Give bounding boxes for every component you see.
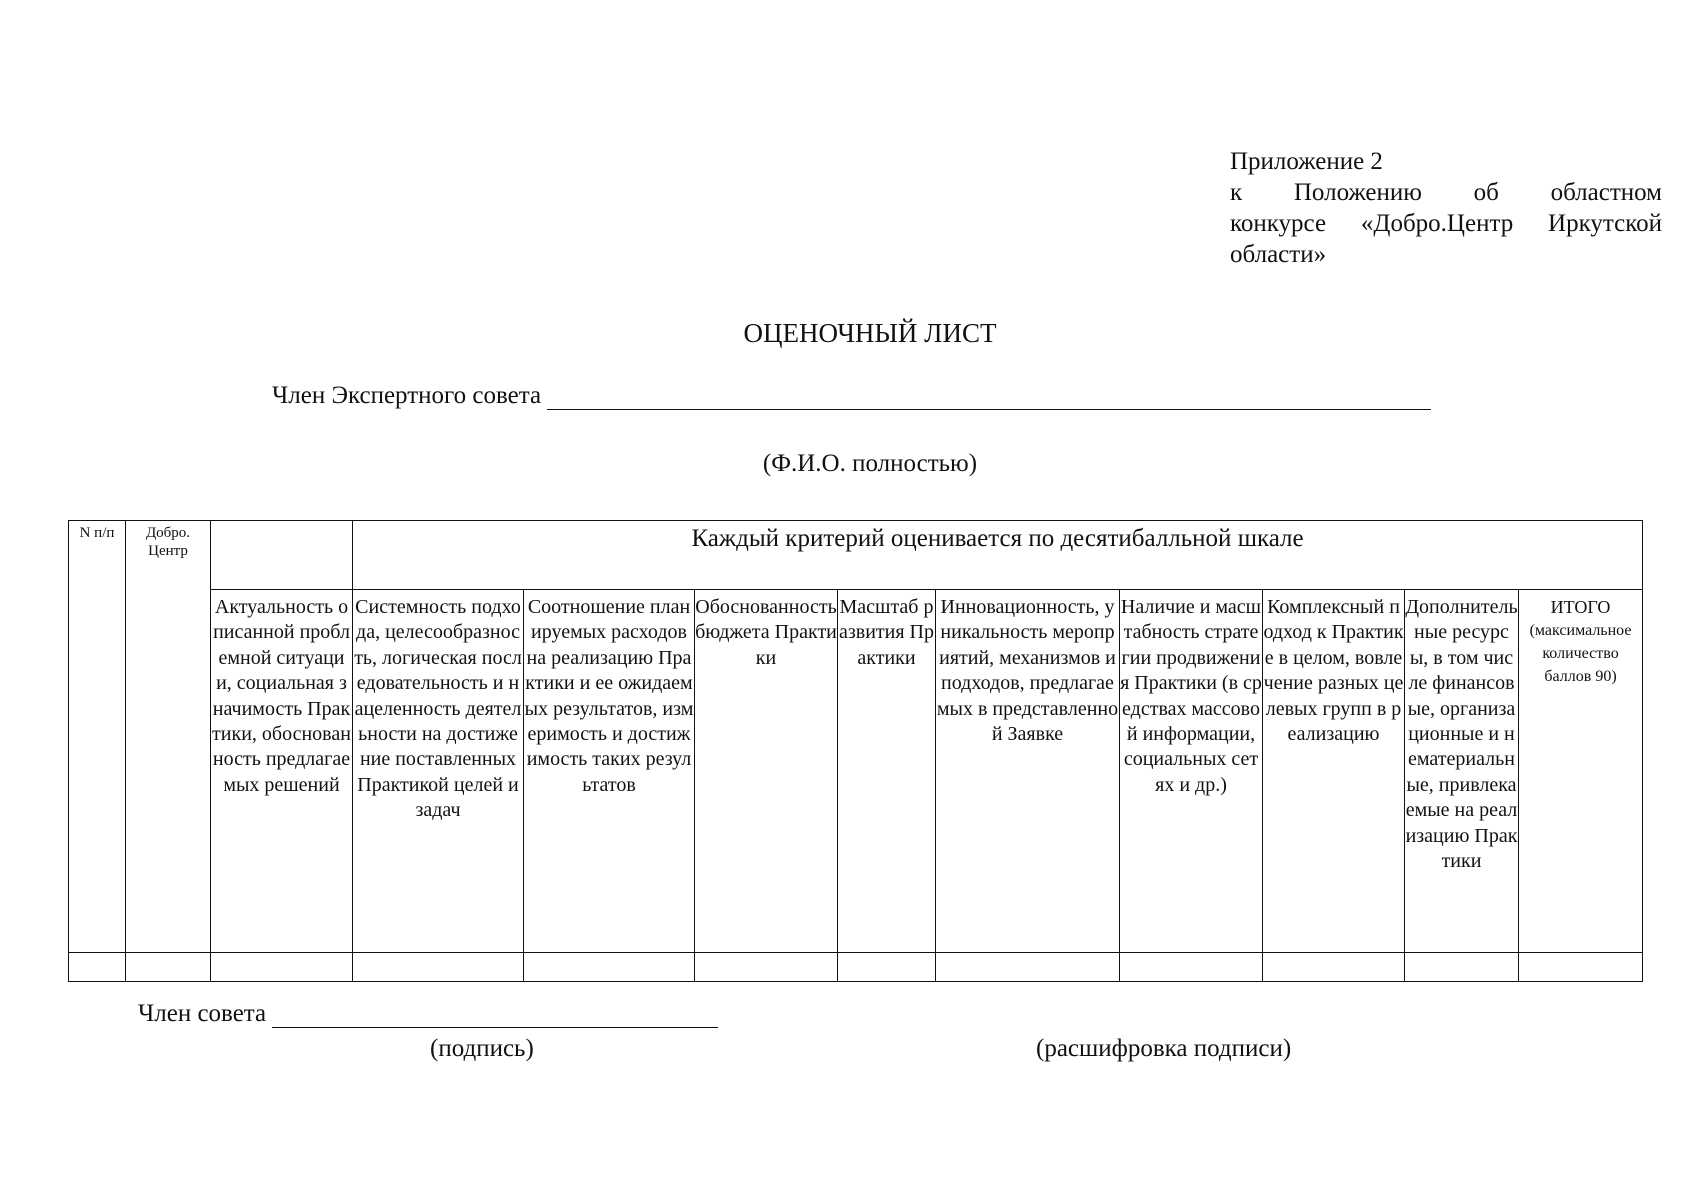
appendix-line-2: к Положению об областном (1230, 179, 1662, 206)
score-cell[interactable] (1519, 953, 1643, 982)
signature-line (138, 1000, 718, 1028)
score-cell[interactable] (211, 953, 353, 982)
appendix-line-3: конкурсе «Добро.Центр Иркутской (1230, 210, 1662, 237)
score-cell[interactable] (353, 953, 524, 982)
signature-decode-hint: (расшифровка подписи) (1036, 1035, 1292, 1062)
column-header-center: Добро. Центр (126, 521, 211, 953)
score-cell[interactable] (524, 953, 695, 982)
fio-hint: (Ф.И.О. полностью) (762, 450, 978, 477)
page-title: ОЦЕНОЧНЫЙ ЛИСТ (743, 318, 997, 348)
criterion-header: Дополнительные ресурсы, в том числе финансовые, организационные и нематериальные, привлекаемые на реализацию Практики (1405, 590, 1519, 953)
score-cell[interactable] (936, 953, 1120, 982)
score-cell[interactable] (1405, 953, 1519, 982)
criterion-header: Соотношение планируемых расходов на реализацию Практики и ее ожидаемых результатов, измеримость и достижимость таких результатов (524, 590, 695, 953)
expert-name-blank (547, 383, 1431, 410)
appendix-line-4: области» (1230, 241, 1327, 268)
appendix-note (1230, 146, 1662, 270)
score-cell[interactable] (1263, 953, 1405, 982)
criterion-header: Масштаб развития Практики (838, 590, 936, 953)
scale-banner: Каждый критерий оценивается по десятибалльной шкале (353, 521, 1643, 590)
total-sublabel: (максимальное количество баллов 90) (1529, 622, 1632, 685)
header-empty-cell (211, 521, 353, 590)
evaluation-table (68, 520, 1643, 982)
criterion-header: Инновационность, уникальность мероприятий, механизмов и подходов, предлагаемых в представленной Заявке (936, 590, 1120, 953)
score-cell[interactable] (695, 953, 838, 982)
signature-hint: (подпись) (430, 1035, 534, 1062)
signature-label: Член совета (138, 1000, 267, 1027)
total-header (1519, 590, 1643, 953)
score-cell[interactable] (1120, 953, 1263, 982)
appendix-line-1: Приложение 2 (1230, 148, 1383, 175)
score-cell[interactable] (69, 953, 126, 982)
total-label: ИТОГО (1550, 597, 1611, 617)
criterion-header: Системность подхода, целесообразность, логическая последовательность и нацеленность деятельности на достижение поставленных Практикой целей и задач (353, 590, 524, 953)
column-header-number: N п/п (69, 521, 126, 953)
criterion-header: Обоснованность бюджета Практики (695, 590, 838, 953)
score-cell[interactable] (838, 953, 936, 982)
score-cell[interactable] (126, 953, 211, 982)
signature-blank (272, 1003, 718, 1028)
criterion-header: Актуальность описанной проблемной ситуации, социальная значимость Практики, обоснованность предлагаемых решений (211, 590, 353, 953)
table-row (69, 953, 1643, 982)
expert-name-line (272, 382, 1431, 410)
criterion-header: Комплексный подход к Практике в целом, вовлечение разных целевых групп в реализацию (1263, 590, 1405, 953)
criterion-header: Наличие и масштабность стратегии продвижения Практики (в средствах массовой информации, социальных сетях и др.) (1120, 590, 1263, 953)
expert-label: Член Экспертного совета (272, 382, 542, 409)
